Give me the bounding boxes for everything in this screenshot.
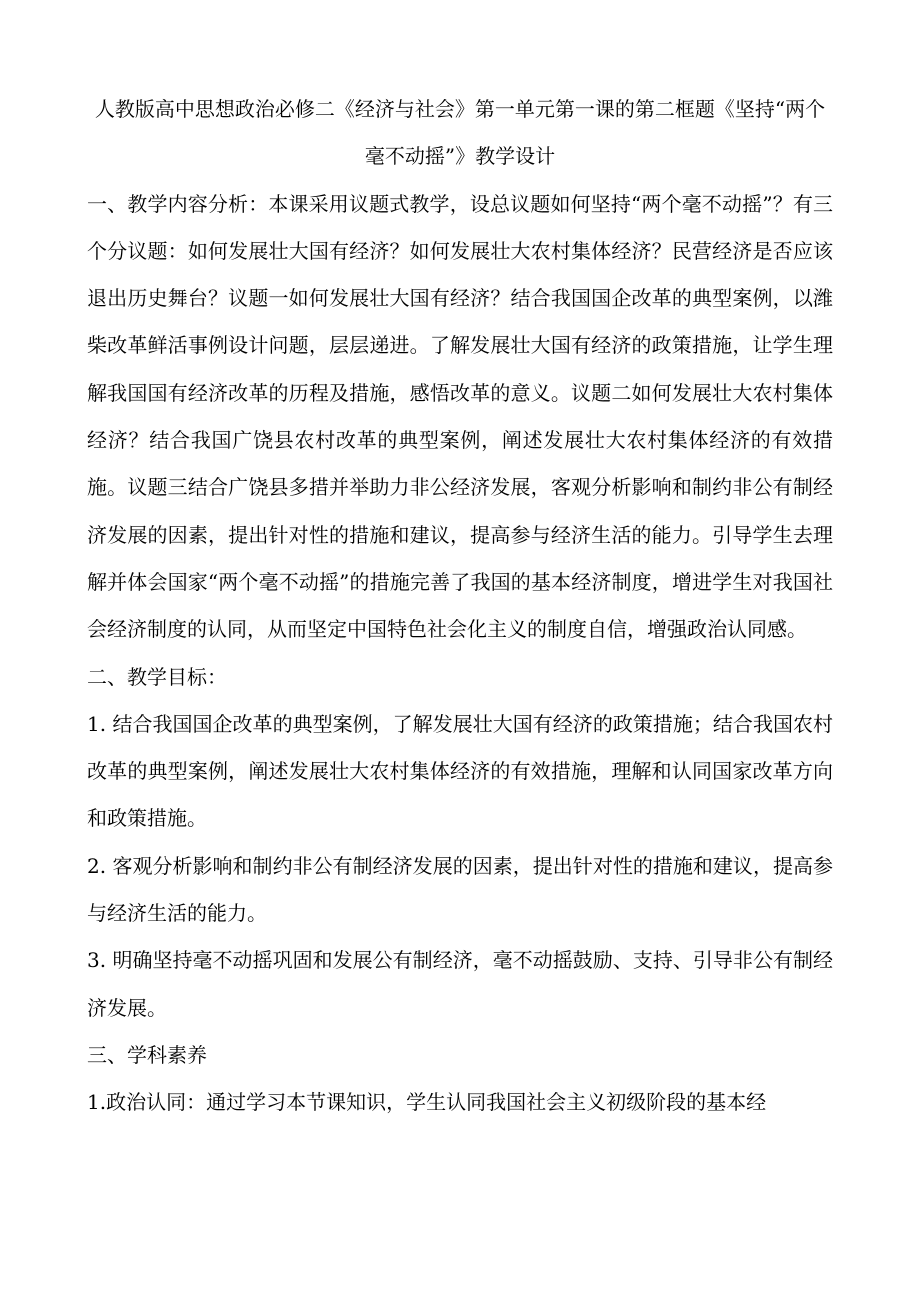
paragraph-content-analysis: 一、教学内容分析：本课采用议题式教学，设总议题如何坚持“两个毫不动摇”？有三个分议题：如何发展壮大国有经济？如何发展壮大农村集体经济？民营经济是否应该退出历史舞台？议题一如何发展壮大国有经济？结合我国国企改革的典型案例，以潍柴改革鲜活事例设计问题，层层递进。了解发展壮大国有经济的政策措施，让学生理解我国国有经济改革的历程及措施，感悟改革的意义。议题二如何发展壮大农村集体经济？结合我国广饶县农村改革的典型案例，阐述发展壮大农村集体经济的有效措施。议题三结合广饶县多措并举助力非公经济发展，客观分析影响和制约非公有制经济发展的因素，提出针对性的措施和建议，提高参与经济生活的能力。引导学生去理解并体会国家“两个毫不动摇”的措施完善了我国的基本经济制度，增进学生对我国社会经济制度的认同，从而坚定中国特色社会化主义的制度自信，增强政治认同感。: [87, 191, 833, 642]
paragraph-literacy-1: 1.政治认同：通过学习本节课知识，学生认同我国社会主义初级阶段的基本经: [87, 1090, 767, 1115]
document-title: 人教版高中思想政治必修二《经济与社会》第一单元第一课的第二框题《坚持“两个毫不动摇”》教学设计: [94, 97, 826, 169]
heading-subject-literacy: 三、学科素养: [87, 1042, 207, 1067]
paragraph-goal-2: 2. 客观分析影响和制约非公有制经济发展的因素，提出针对性的措施和建议，提高参与经济生活的能力。: [87, 853, 833, 926]
heading-teaching-goals: 二、教学目标：: [87, 664, 227, 689]
paragraph-goal-1: 1. 结合我国国企改革的典型案例，了解发展壮大国有经济的政策措施；结合我国农村改革的典型案例，阐述发展壮大农村集体经济的有效措施，理解和认同国家改革方向和政策措施。: [87, 711, 833, 831]
document-page: [87, 86, 833, 1127]
paragraph-goal-3: 3. 明确坚持毫不动摇巩固和发展公有制经济，毫不动摇鼓励、支持、引导非公有制经济发展。: [87, 948, 833, 1020]
